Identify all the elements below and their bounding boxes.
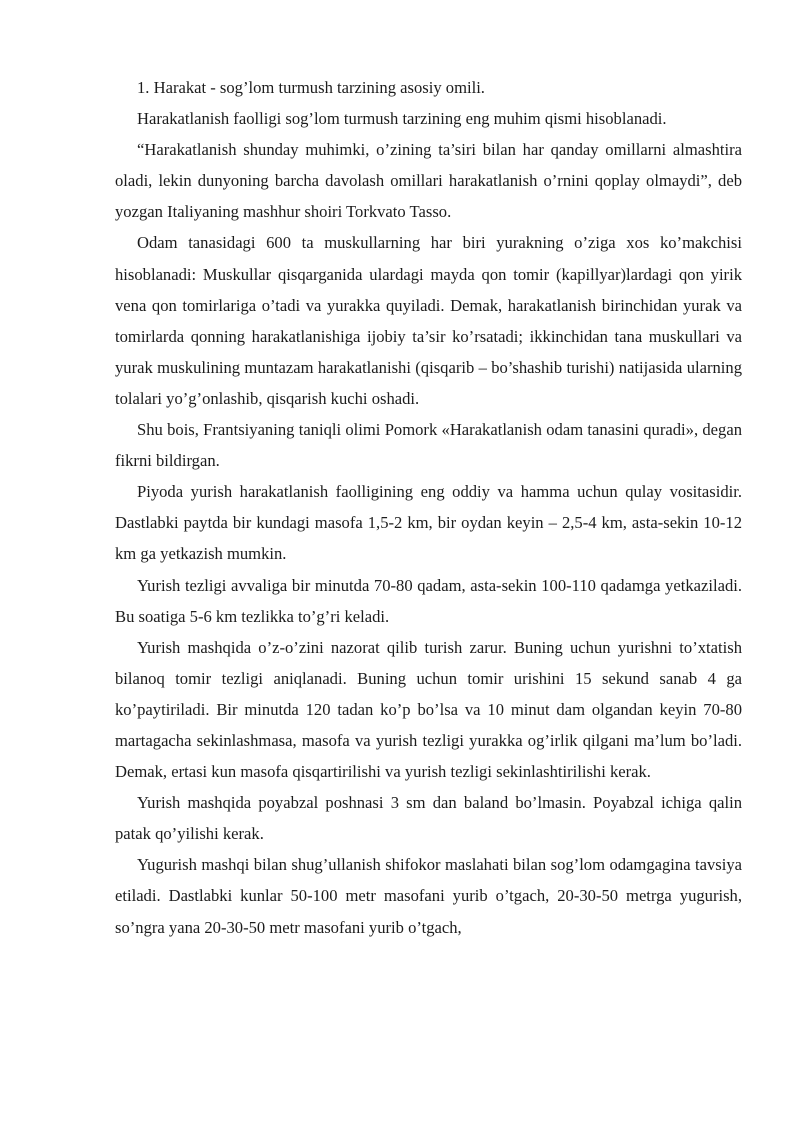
document-page <box>115 72 742 943</box>
paragraph: Yugurish mashqi bilan shug’ullanish shifokor maslahati bilan sog’lom odamgagina tavsiya etiladi. Dastlabki kunlar 50-100 metr masofani yurib o’tgach, 20-30-50 metrga yugurish, so’ngra yana 20-30-50 metr masofani yurib o’tgach, <box>115 855 742 937</box>
paragraph-quote: “Harakatlanish shunday muhimki, o’zining ta’siri bilan har qanday omillarni almashtira oladi, lekin dunyoning barcha davolash omillari harakatlanish o’rnini qoplay olmaydi”, deb yozgan Italiyaning mashhur shoiri Torkvato Tasso. <box>115 140 742 222</box>
paragraph: Shu bois, Frantsiyaning taniqli olimi Pomork «Harakatlanish odam tanasini quradi», degan fikrni bildirgan. <box>115 420 742 471</box>
paragraph: Harakatlanish faolligi sog’lom turmush tarzining eng muhim qismi hisoblanadi. <box>137 109 667 129</box>
section-heading: 1. Harakat - sog’lom turmush tarzining asosiy omili. <box>137 78 485 97</box>
paragraph: Yurish mashqida o’z-o’zini nazorat qilib turish zarur. Buning uchun yurishni to’xtatish bilanoq tomir tezligi aniqlanadi. Buning uchun tomir urishini 15 sekund sanab 4 ga ko’paytiriladi. Bir minutda 120 tadan ko’p bo’lsa va 10 minut dam olgandan keyin 70-80 martagacha sekinlashmasa, masofa va yurish tezligi yurakka og’irlik qilgani ma’lum bo’ladi. Demak, ertasi kun masofa qisqartirilishi va yurish tezligi sekinlashtirilishi kerak. <box>115 637 742 782</box>
paragraph: Odam tanasidagi 600 ta muskullarning har biri yurakning o’ziga xos ko’makchisi hisoblanadi: Muskullar qisqarganida ulardagi mayda qon tomir (kapillyar)lardagi qon yirik vena qon tomirlariga o’tadi va yurakka quyiladi. Demak, harakatlanish birinchidan yurak va tomirlarda qonning harakatlanishiga ijobiy ta’sir ko’rsatadi; ikkinchidan tana muskullari va yurak muskulining muntazam harakatlanishi (qisqarib – bo’shashib turishi) natijasida ularning tolalari yo’g’onlashib, qisqarish kuchi oshadi. <box>115 233 742 408</box>
paragraph: Yurish tezligi avvaliga bir minutda 70-80 qadam, asta-sekin 100-110 qadamga yetkaziladi. Bu soatiga 5-6 km tezlikka to’g’ri keladi. <box>115 575 742 626</box>
paragraph: Yurish mashqida poyabzal poshnasi 3 sm dan baland bo’lmasin. Poyabzal ichiga qalin patak qo’yilishi kerak. <box>115 793 742 844</box>
paragraph: Piyoda yurish harakatlanish faolligining eng oddiy va hamma uchun qulay vositasidir. Dastlabki paytda bir kundagi masofa 1,5-2 km, bir oydan keyin – 2,5-4 km, asta-sekin 10-12 km ga yetkazish mumkin. <box>115 482 742 564</box>
